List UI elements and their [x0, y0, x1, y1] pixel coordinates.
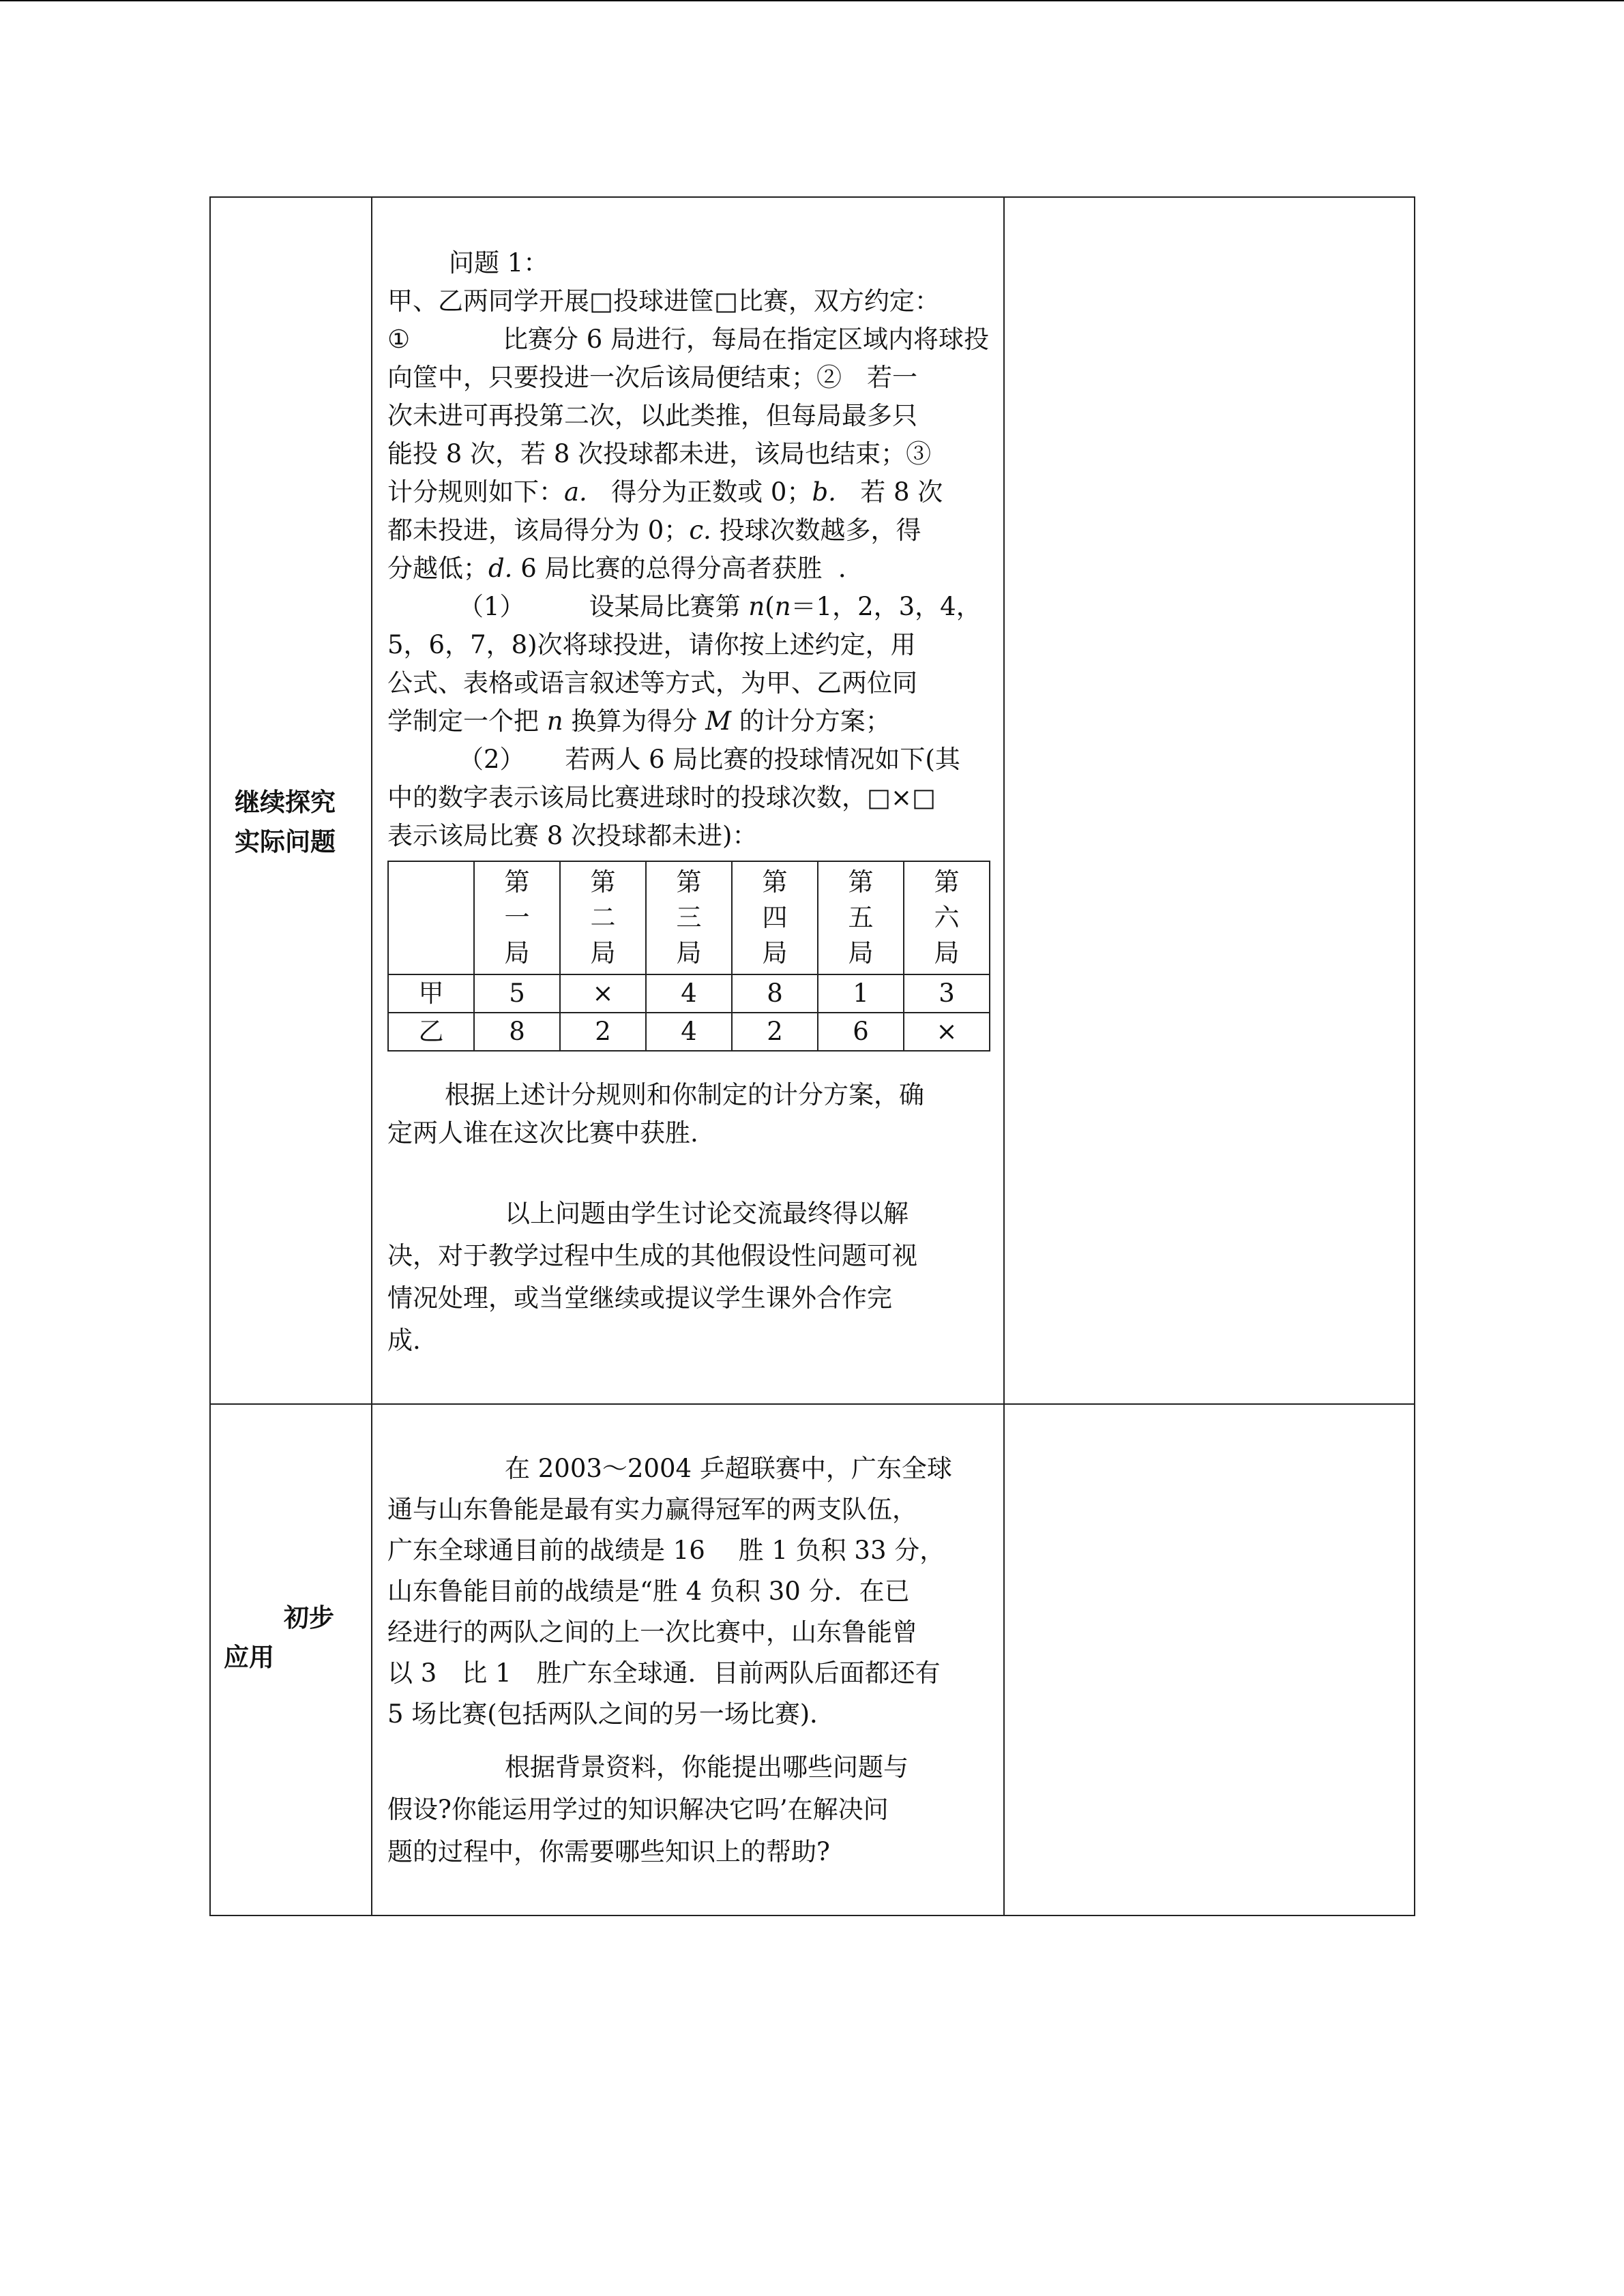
rule-b-tail: 都未投进，该局得分为 0； — [387, 516, 690, 545]
table-row — [388, 1013, 990, 1051]
intro-line: 能投 8 次，若 8 次投球都未进，该局也结束；③ — [387, 439, 932, 468]
rule-c-label: c. — [689, 516, 711, 545]
intro-line: 分越低；d. 6 局比赛的总得分高者获胜 ． — [387, 554, 864, 583]
page-top-border — [0, 0, 1624, 1]
rule-d-label: d. — [488, 554, 513, 583]
part1-text: 换算为得分 — [571, 706, 698, 736]
row-label-apply — [224, 1598, 334, 1678]
rule-d: 6 局比赛的总得分高者获胜 — [520, 554, 823, 583]
application-line: 根据背景资料，你能提出哪些问题与 — [505, 1753, 909, 1782]
var-n: n — [748, 592, 765, 621]
table-header-cell: 第 五 局 — [818, 861, 904, 974]
rule-a: 得分为正数或 0； — [611, 477, 812, 507]
note-line: 以上问题由学生讨论交流最终得以解 — [505, 1199, 909, 1228]
var-m: M — [705, 706, 732, 736]
part1-number: （1） — [458, 592, 525, 621]
table-cell: 8 — [732, 974, 818, 1013]
row-divider — [209, 1403, 1415, 1405]
row-label-line: 继续探究 — [235, 788, 336, 817]
part2-line: 中的数字表示该局比赛进球时的投球次数，□×□ — [387, 783, 936, 812]
rule-c: 投球次数越多，得 — [719, 516, 921, 545]
part2-line — [458, 739, 960, 780]
part1-text: 设某局比赛第 — [589, 592, 741, 621]
part2-text: 若两人 6 局比赛的投球情况如下(其 — [565, 745, 960, 774]
table-header-cell: 第 四 局 — [732, 861, 818, 974]
table-corner-cell — [388, 861, 474, 974]
table-cell: 4 — [646, 974, 732, 1013]
row-label-line: 初步 — [284, 1603, 334, 1632]
rule-c-tail: 分越低； — [387, 554, 488, 583]
intro-line — [387, 510, 921, 551]
application-line: 山东鲁能目前的战绩是“胜 4 负积 30 分．在已 — [387, 1577, 910, 1606]
application-line: 广东全球通目前的战绩是 16 胜 1 负积 33 分， — [387, 1536, 945, 1565]
rule-a-label: a. — [564, 477, 587, 507]
conclusion-line: 根据上述计分规则和你制定的计分方案，确 — [445, 1080, 924, 1109]
application-line: 经进行的两队之间的上一次比赛中，山东鲁能曾 — [387, 1617, 917, 1647]
table-cell: 6 — [818, 1013, 904, 1051]
table-cell: 8 — [474, 1013, 560, 1051]
row-label-explore — [235, 783, 336, 862]
application-line: 题的过程中，你需要哪些知识上的帮助? — [387, 1837, 830, 1866]
rule-b-label: b. — [812, 477, 836, 507]
rule-b: 若 8 次 — [860, 477, 943, 507]
table-cell: 3 — [904, 974, 990, 1013]
part1-text: 学制定一个把 — [387, 706, 539, 736]
note-line: 情况处理，或当堂继续或提议学生课外合作完 — [387, 1283, 892, 1313]
table-row — [388, 974, 990, 1013]
player-name-cell: 甲 — [388, 974, 474, 1013]
table-header-cell: 第 六 局 — [904, 861, 990, 974]
scoring-rules-line — [387, 472, 943, 513]
application-line: 在 2003～2004 乒超联赛中，广东全球 — [505, 1454, 952, 1483]
application-line: 通与山东鲁能是最有实力赢得冠军的两支队伍， — [387, 1495, 917, 1524]
table-cell: 2 — [560, 1013, 646, 1051]
table-cell: × — [904, 1013, 990, 1051]
part2-number: （2） — [458, 745, 525, 774]
intro-line: 向筐中，只要投进一次后该局便结束；② 若一 — [387, 363, 917, 392]
intro-line: 次未进可再投第二次，以此类推，但每局最多只 — [387, 401, 917, 430]
note-line: 成. — [387, 1326, 421, 1355]
part2-line: 表示该局比赛 8 次投球都未进)： — [387, 821, 758, 850]
part1-line: 5，6，7，8)次将球投进，请你按上述约定，用 — [387, 630, 916, 659]
table-cell: 5 — [474, 974, 560, 1013]
conclusion-line: 定两人谁在这次比赛中获胜. — [387, 1118, 698, 1148]
intro-rule-1: 比赛分 6 局进行，每局在指定区域内将球投 — [502, 325, 989, 354]
table-cell: 4 — [646, 1013, 732, 1051]
table-cell: 1 — [818, 974, 904, 1013]
var-n: n — [546, 706, 563, 736]
part1-line — [387, 701, 891, 742]
intro-line — [387, 319, 989, 360]
n-values: ＝1，2，3，4， — [791, 592, 981, 621]
column-divider-1 — [371, 196, 372, 1916]
application-line: 假设?你能运用学过的知识解决它吗’在解决问 — [387, 1795, 889, 1824]
paren-open: ( — [765, 592, 775, 621]
application-line: 以 3 比 1 胜广东全球通．目前两队后面都还有 — [387, 1658, 941, 1688]
row-label-line: 实际问题 — [235, 827, 336, 856]
table-header-cell: 第 一 局 — [474, 861, 560, 974]
table-header-cell: 第 三 局 — [646, 861, 732, 974]
row-label-line: 应用 — [224, 1643, 274, 1672]
table-header-row — [388, 861, 990, 974]
part1-line — [458, 586, 981, 627]
table-header-cell: 第 二 局 — [560, 861, 646, 974]
intro-line: 甲、乙两同学开展□投球进筐□比赛，双方约定： — [387, 286, 940, 316]
part1-line: 公式、表格或语言叙述等方式，为甲、乙两位同 — [387, 668, 917, 698]
table-cell: 2 — [732, 1013, 818, 1051]
application-line: 5 场比赛(包括两队之间的另一场比赛)． — [387, 1699, 836, 1729]
score-table — [387, 861, 990, 1052]
var-n: n — [774, 592, 791, 621]
circled-number-1: ① — [387, 325, 411, 354]
player-name-cell: 乙 — [388, 1013, 474, 1051]
problem-title: 问题 1： — [449, 248, 549, 278]
part1-text: 的计分方案； — [739, 706, 891, 736]
note-line: 决，对于教学过程中生成的其他假设性问题可视 — [387, 1241, 917, 1270]
table-cell: × — [560, 974, 646, 1013]
column-divider-2 — [1003, 196, 1005, 1916]
scoring-rules-label: 计分规则如下： — [387, 477, 564, 507]
